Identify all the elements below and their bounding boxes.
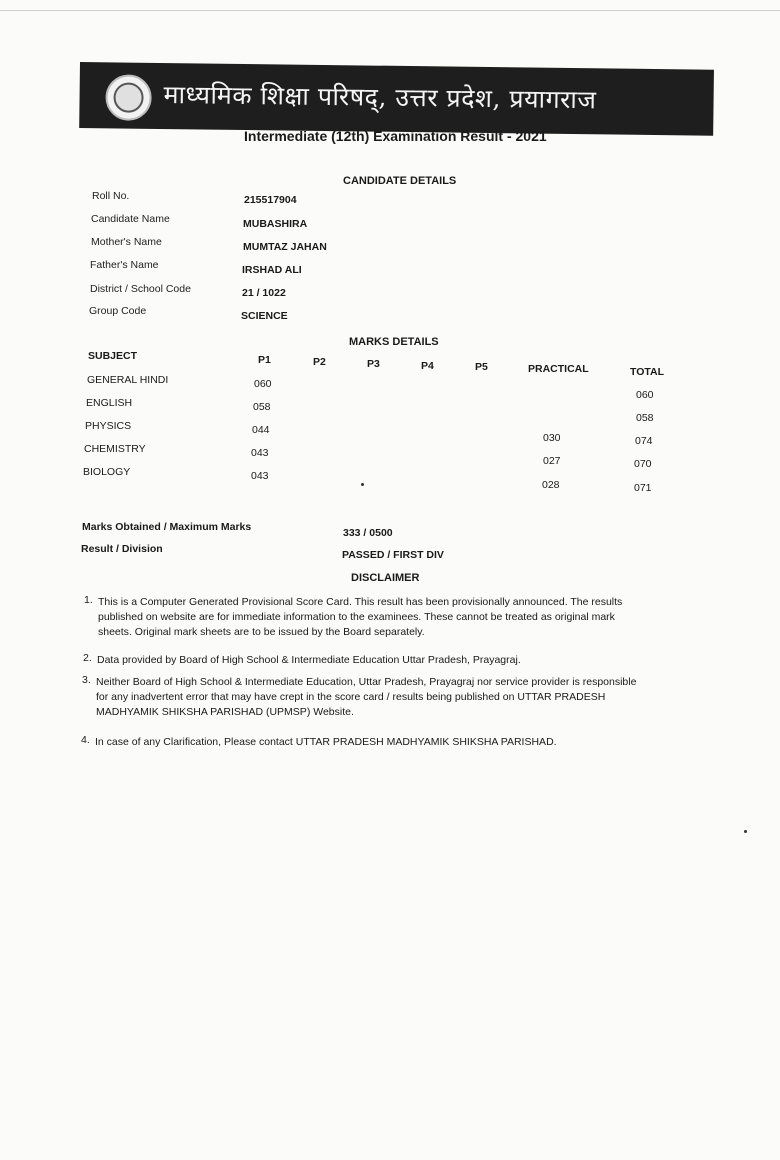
col-total: TOTAL bbox=[630, 366, 665, 378]
up-government-emblem-icon bbox=[105, 74, 152, 121]
father-name-label: Father's Name bbox=[90, 259, 159, 271]
subject-cell: GENERAL HINDI bbox=[87, 374, 169, 386]
total-cell: 058 bbox=[636, 412, 654, 424]
col-p5: P5 bbox=[475, 361, 488, 373]
marks-details-heading: MARKS DETAILS bbox=[349, 336, 439, 348]
col-p2: P2 bbox=[313, 356, 326, 368]
result-division-label: Result / Division bbox=[81, 543, 163, 555]
total-cell: 070 bbox=[634, 458, 652, 470]
candidate-details-heading: CANDIDATE DETAILS bbox=[343, 175, 457, 187]
father-name-value: IRSHAD ALI bbox=[242, 264, 302, 276]
roll-no-value: 215517904 bbox=[244, 194, 297, 206]
marks-obtained-label: Marks Obtained / Maximum Marks bbox=[82, 521, 252, 533]
disclaimer-line: This is a Computer Generated Provisional Score Card. This result has been provisionally announced. The results bbox=[98, 596, 623, 608]
p1-cell: 060 bbox=[254, 378, 272, 390]
mother-name-value: MUMTAZ JAHAN bbox=[243, 241, 327, 253]
total-cell: 071 bbox=[634, 482, 652, 494]
disclaimer-item bbox=[82, 673, 682, 727]
col-p3: P3 bbox=[367, 358, 380, 370]
candidate-name-value: MUBASHIRA bbox=[243, 218, 308, 230]
p1-cell: 043 bbox=[251, 447, 269, 459]
disclaimer-heading: DISCLAIMER bbox=[351, 572, 420, 584]
practical-cell: 028 bbox=[542, 479, 560, 491]
exam-title: Intermediate (12th) Examination Result - 2021 bbox=[244, 128, 547, 144]
scan-speck bbox=[744, 830, 747, 833]
subject-cell: BIOLOGY bbox=[83, 466, 131, 478]
header-banner bbox=[79, 62, 714, 136]
district-school-code-label: District / School Code bbox=[90, 283, 191, 295]
disclaimer-item bbox=[81, 733, 681, 751]
col-p1: P1 bbox=[258, 354, 271, 366]
subject-cell: ENGLISH bbox=[86, 397, 133, 409]
disclaimer-item bbox=[83, 651, 683, 669]
disclaimer-line: sheets. Original mark sheets are to be issued by the Board separately. bbox=[98, 626, 425, 638]
disclaimer-number: 4. bbox=[81, 734, 90, 746]
disclaimer-number: 1. bbox=[84, 594, 93, 606]
disclaimer-line: published on website are for immediate information to the examinees. These cannot be treated as original mark bbox=[98, 611, 615, 623]
disclaimer-item bbox=[84, 593, 684, 647]
group-code-value: SCIENCE bbox=[241, 310, 288, 322]
practical-cell: 030 bbox=[543, 432, 561, 444]
practical-cell: 027 bbox=[543, 455, 561, 467]
disclaimer-line: for any inadvertent error that may have crept in the score card / results being published on UTTAR PRADESH bbox=[96, 691, 606, 703]
p1-cell: 058 bbox=[253, 401, 271, 413]
disclaimer-line: Data provided by Board of High School & Intermediate Education Uttar Pradesh, Prayagraj. bbox=[97, 654, 521, 666]
marks-obtained-value: 333 / 0500 bbox=[343, 527, 393, 539]
subject-cell: PHYSICS bbox=[85, 420, 132, 432]
candidate-name-label: Candidate Name bbox=[91, 213, 170, 225]
total-cell: 060 bbox=[636, 389, 654, 401]
disclaimer-line: In case of any Clarification, Please contact UTTAR PRADESH MADHYAMIK SHIKSHA PARISHAD. bbox=[95, 736, 557, 748]
total-cell: 074 bbox=[635, 435, 653, 447]
result-division-value: PASSED / FIRST DIV bbox=[342, 549, 444, 561]
p1-cell: 043 bbox=[251, 470, 269, 482]
roll-no-label: Roll No. bbox=[92, 190, 130, 202]
board-name-hindi: माध्यमिक शिक्षा परिषद्, उत्तर प्रदेश, प्रयागराज bbox=[163, 80, 597, 115]
scan-speck bbox=[361, 483, 364, 486]
subject-cell: CHEMISTRY bbox=[84, 443, 146, 455]
col-practical: PRACTICAL bbox=[528, 363, 589, 375]
group-code-label: Group Code bbox=[89, 305, 147, 317]
scan-edge-line bbox=[0, 10, 780, 11]
disclaimer-number: 2. bbox=[83, 652, 92, 664]
disclaimer-number: 3. bbox=[82, 674, 91, 686]
mother-name-label: Mother's Name bbox=[91, 236, 162, 248]
col-p4: P4 bbox=[421, 360, 434, 372]
col-subject: SUBJECT bbox=[88, 350, 138, 362]
p1-cell: 044 bbox=[252, 424, 270, 436]
disclaimer-line: Neither Board of High School & Intermediate Education, Uttar Pradesh, Prayagraj nor service provider is responsible bbox=[96, 676, 637, 688]
district-school-code-value: 21 / 1022 bbox=[242, 287, 286, 299]
disclaimer-line: MADHYAMIK SHIKSHA PARISHAD (UPMSP) Website. bbox=[96, 706, 354, 718]
